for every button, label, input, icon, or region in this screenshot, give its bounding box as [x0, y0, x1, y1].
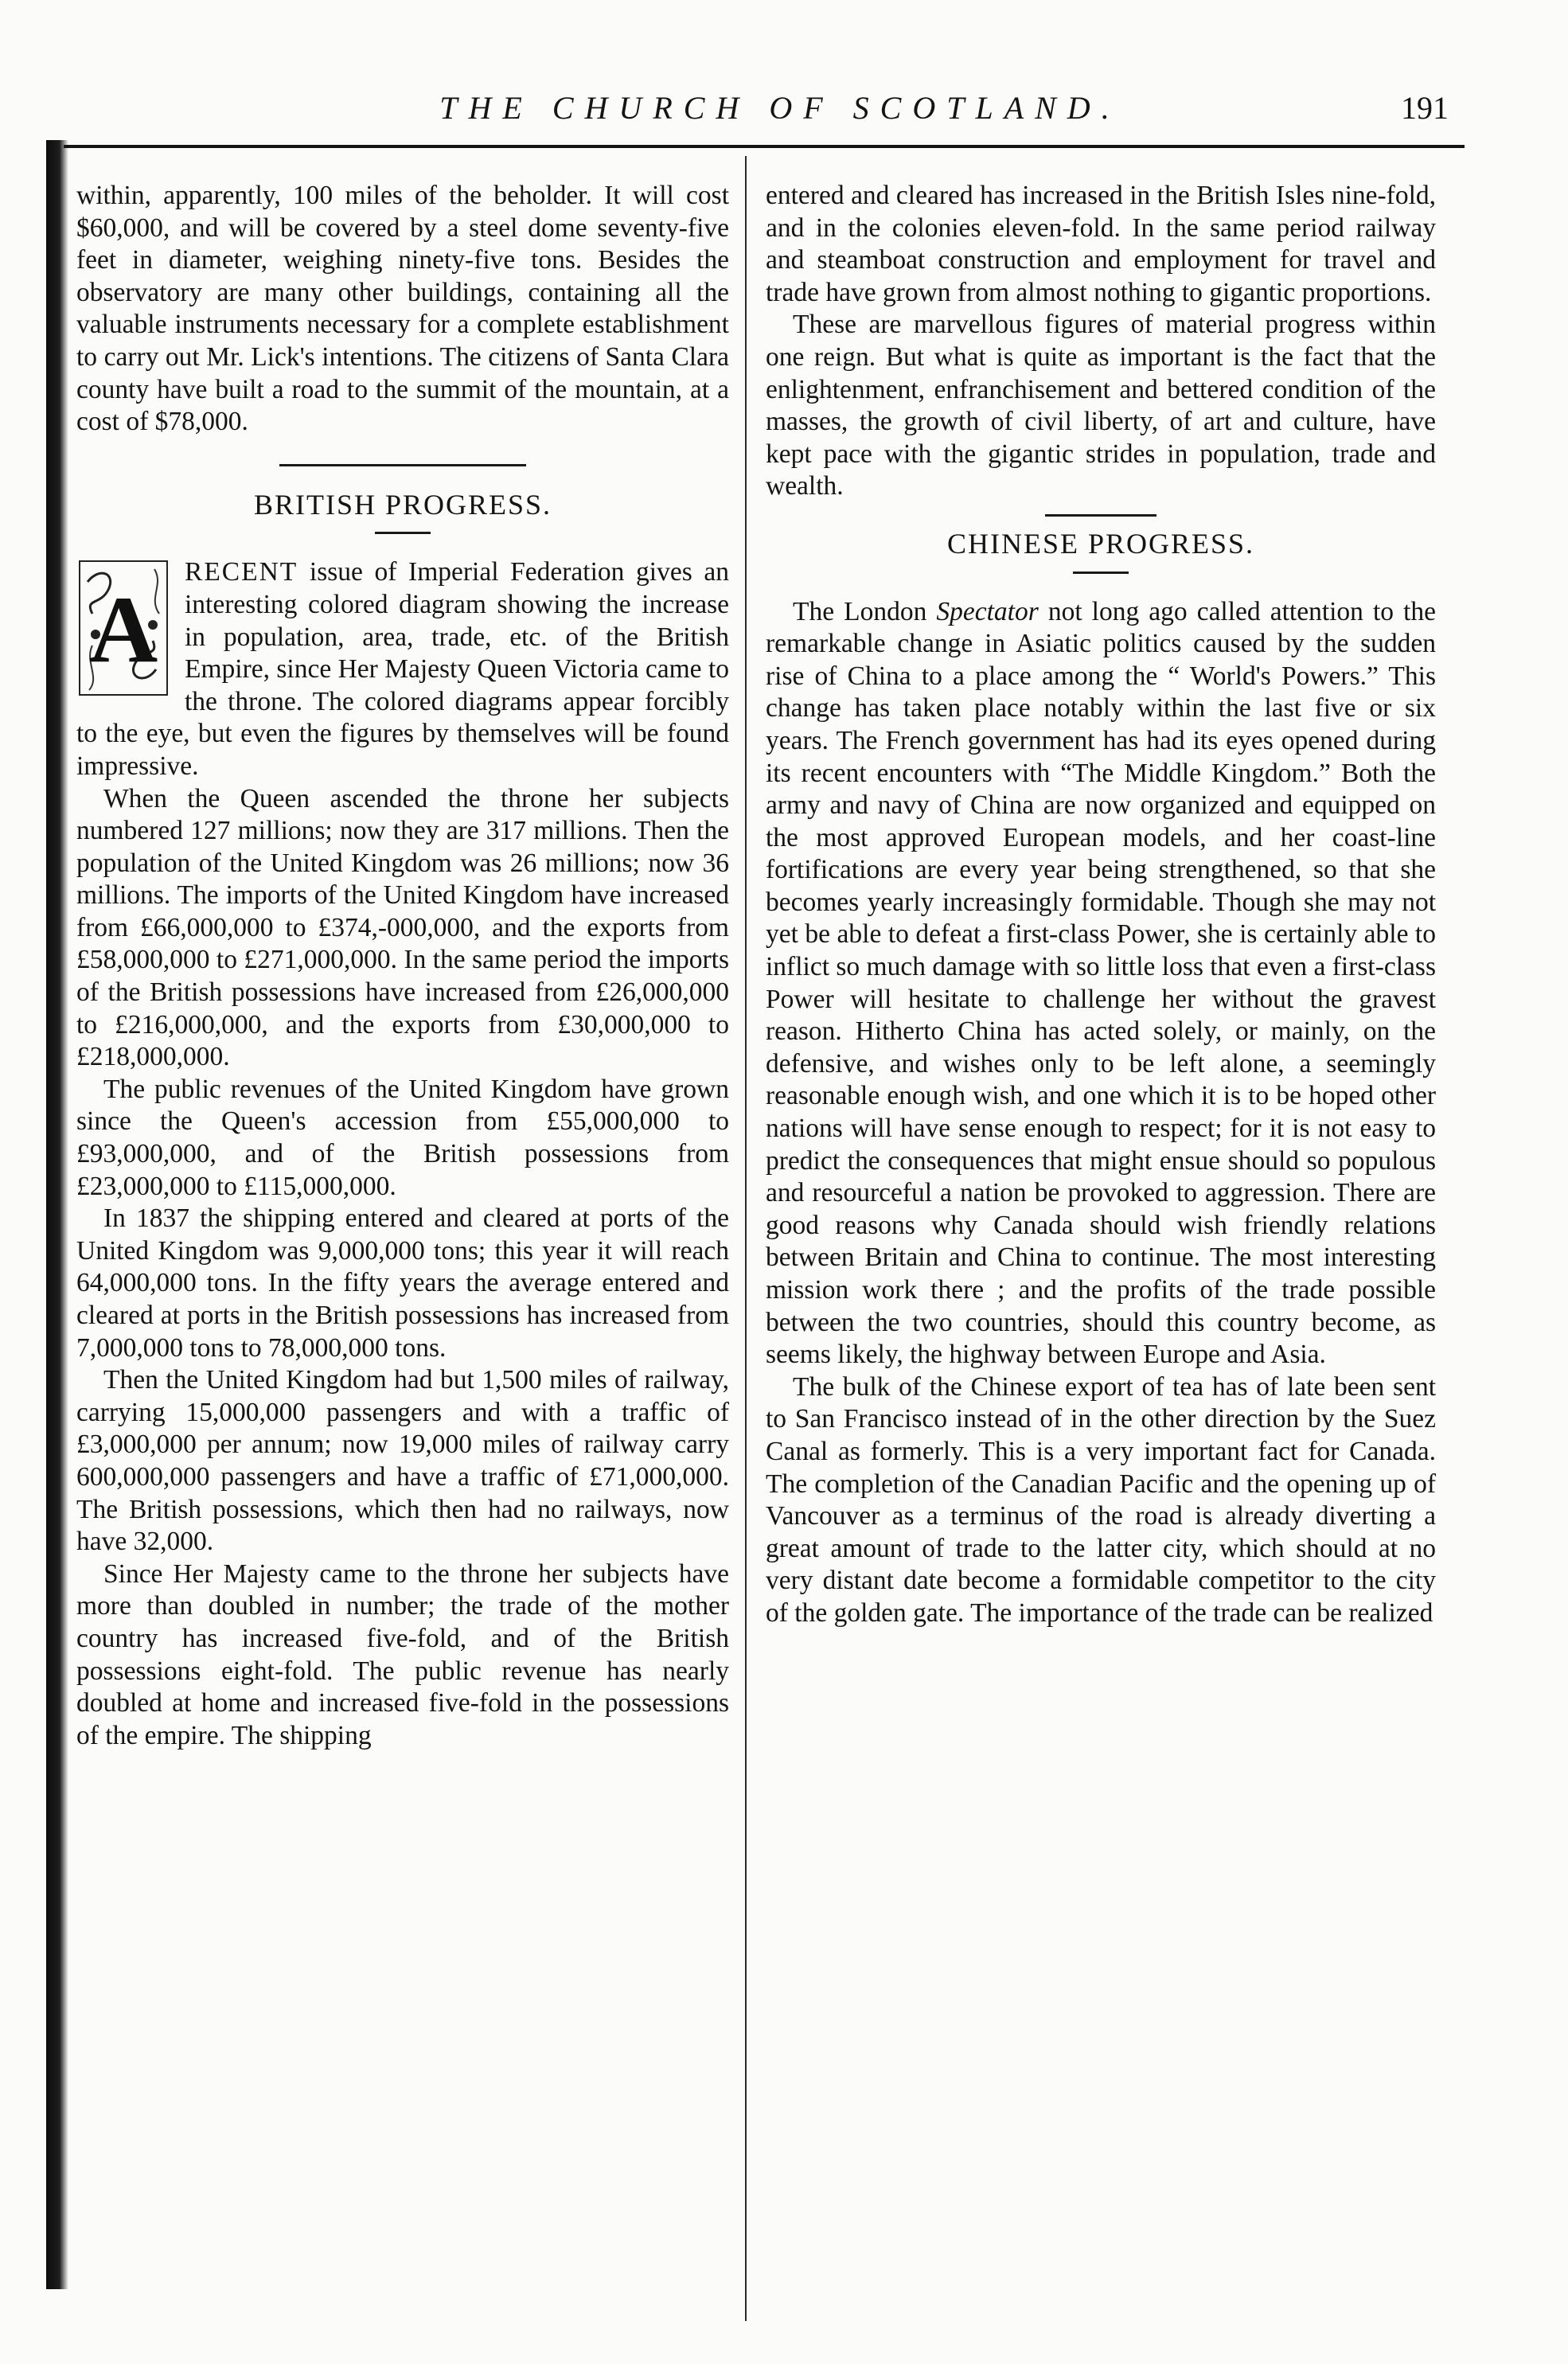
right-continuation-paragraph: entered and cleared has increased in the British Isles nine-fold, and in the colonies eleven-fold. In the same period railway and steamboat construction and employment for travel and trade have grown from almost nothing to gigantic proportions. [766, 181, 1436, 307]
british-progress-paragraph-2: When the Queen ascended the throne her subjects numbered 127 millions; now they are 317 millions. Then the population of the United Kingdom was 26 millions; now 36 millions. The imports of the United Kingdom have increased from £66,000,000 to £374,-000,000, and the exports from £58,000,000 to £271,000,000. In the same period the imports of the British possessions have increased from £26,000,000 to £216,000,000, and the exports from £30,000,000 to £218,000,000. [76, 783, 729, 1072]
section-rule-short [1045, 514, 1156, 517]
chinese-paragraph-body: not long ago called attention to the remarkable change in Asiatic politics caused by the sudden rise of China to a place among the “ World's Powers.” This change has taken place notably within the last five or six years. The French government has had its eyes opened during its recent encounters with “The Middle Kingdom.” Both the army and navy of China are now organized and equipped on the most approved European models, and her coast-line fortifications are every year being strengthened, so that she becomes yearly increasingly formidable. Though she may not yet be able to defeat a first-class Power, she is certainly able to inflict so much damage with so little loss that even a first-class Power will hesitate to challenge her without the gravest reason. Hitherto China has acted solely, or mainly, on the defensive, and wishes only to be left alone, a seemingly reasonable enough wish, and one which it is to be hoped other nations will have sense enough to respect; for it is not easy to predict the consequences that might ensue should so populous and resourceful a nation be provoked to aggression. There are good reasons why Canada should wish friendly relations between Britain and China to continue. The most interesting mission work there ; and the profits of the trade possible between the two countries, should this country become, as seems likely, the highway between Europe and Asia. [766, 596, 1437, 1370]
british-progress-paragraph-6: Since Her Majesty came to the throne her subjects have more than doubled in number; the trade of the mother country has increased five-fold, and of the British possessions eight-fold. The public revenue has nearly doubled at home and increased five-fold in the possessions of the empire. The shipping [76, 1558, 729, 1750]
drop-cap-letter: A [88, 576, 158, 683]
spectator-title: Spectator [936, 596, 1039, 626]
chinese-progress-heading: CHINESE PROGRESS. [946, 527, 1255, 560]
running-head [0, 89, 1568, 137]
running-title: THE CHURCH OF SCOTLAND. [439, 90, 1121, 126]
column-divider [745, 156, 747, 2321]
header-rule [64, 145, 1465, 148]
chinese-progress-paragraph-1 [766, 596, 1436, 1371]
right-column [766, 180, 1436, 1630]
left-column [76, 180, 729, 1752]
british-progress-paragraph-4: In 1837 the shipping entered and cleared at ports of the United Kingdom was 9,000,000 tons; this year it will reach 64,000,000 tons. In the fifty years the average entered and cleared at ports in the British possessions has increased from 7,000,000 tons to 78,000,000 tons. [76, 1203, 729, 1363]
british-progress-heading: BRITISH PROGRESS. [253, 488, 552, 521]
british-progress-paragraph-5: Then the United Kingdom had but 1,500 miles of railway, carrying 15,000,000 passengers and with a traffic of £3,000,000 per annum; now 19,000 miles of railway carry 600,000,000 passengers and have a traffic of £71,000,000. The British possessions, which then had no railways, now have 32,000. [76, 1365, 729, 1557]
ornamental-drop-cap [76, 558, 170, 698]
heading-rule [1073, 571, 1129, 574]
chinese-progress-paragraph-2: The bulk of the Chinese export of tea has of late been sent to San Francisco instead of in the other direction by the Suez Canal as formerly. This is a very important fact for Canada. The completion of the Canadian Pacific and the opening up of Vancouver as a terminus of the road is already diverting a great amount of trade to the latter city, which should at no very distant date become a formidable competitor to the city of the golden gate. The importance of the trade can be realized [766, 1371, 1436, 1628]
chinese-paragraph-lead: The London [793, 596, 937, 626]
british-progress-intro [76, 556, 729, 782]
british-progress-paragraph-1: issue of Imperial Federation gives an interesting colored diagram showing the increase in population, area, trade, etc. of the British Empire, since Her Majesty Queen Victoria came to the throne. The colored diagrams appear forcibly to the eye, but even the figures by themselves will be found impressive. [76, 557, 729, 781]
page-number: 191 [1401, 90, 1449, 126]
drop-cap-ornament-icon [76, 558, 170, 698]
lead-word: RECENT [185, 557, 298, 587]
binding-gutter-shadow [46, 140, 68, 2289]
section-rule [279, 464, 526, 466]
material-progress-paragraph: These are marvellous figures of material progress within one reign. But what is quite as important is the fact that the enlightenment, enfranchisement and bettered condition of the masses, the growth of civil liberty, of art and culture, have kept pace with the gigantic strides in population, trade and wealth. [766, 310, 1436, 501]
british-progress-paragraph-3: The public revenues of the United Kingdom have grown since the Queen's accession from £55,000,000 to £93,000,000, and of the British possessions from £23,000,000 to £115,000,000. [76, 1074, 729, 1201]
left-continuation-paragraph: within, apparently, 100 miles of the beholder. It will cost $60,000, and will be covered by a steel dome seventy-five feet in diameter, weighing ninety-five tons. Besides the observatory are many other buildings, containing all the valuable instruments necessary for a complete establishment to carry out Mr. Lick's intentions. The citizens of Santa Clara county have built a road to the summit of the mountain, at a cost of $78,000. [76, 181, 729, 437]
heading-rule [375, 532, 431, 534]
